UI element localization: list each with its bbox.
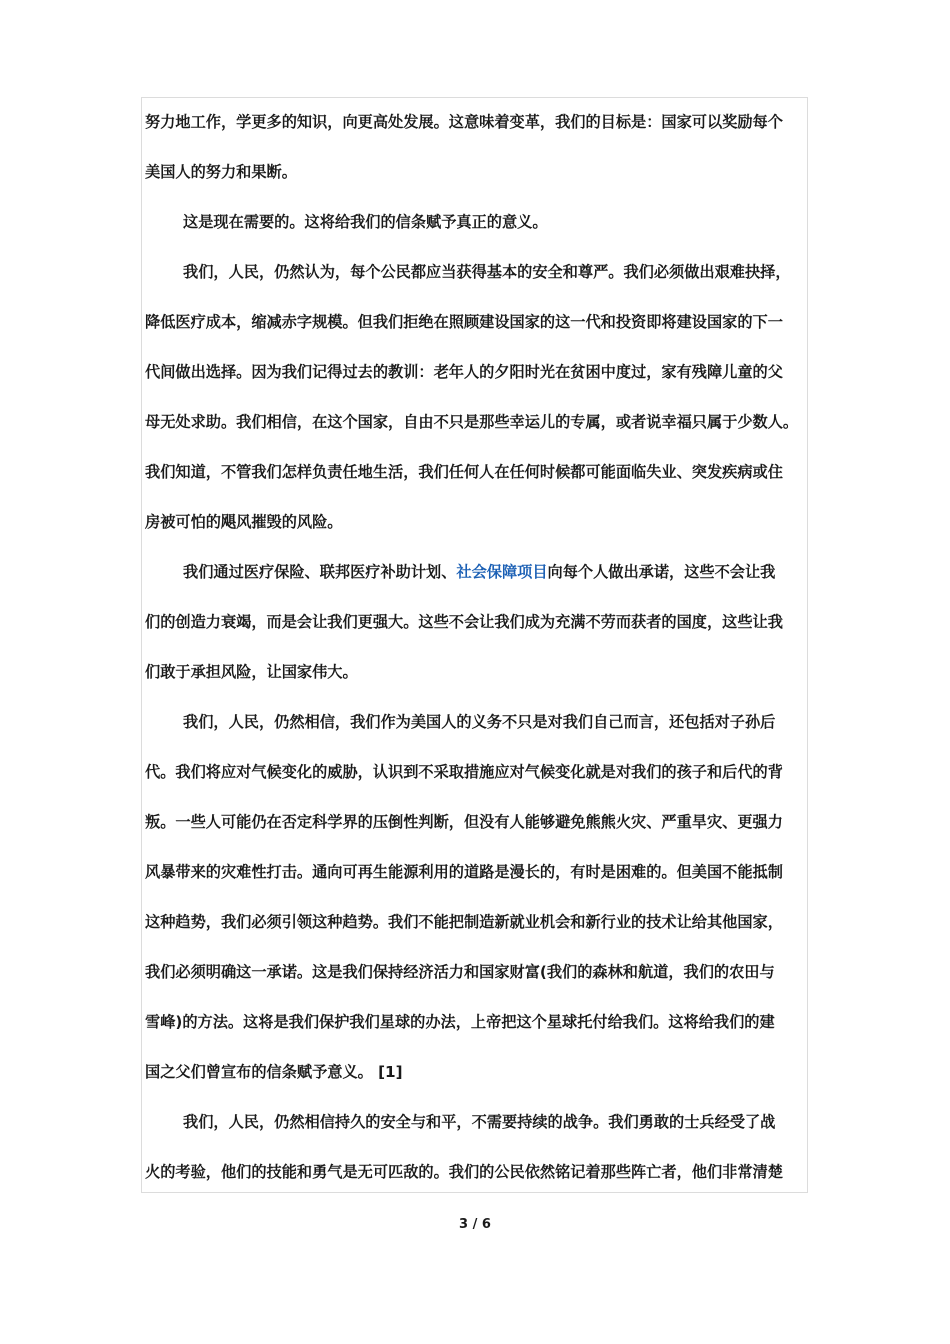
paragraph-start-line <box>183 560 775 584</box>
paragraph-start-line: 这是现在需要的。这将给我们的信条赋予真正的意义。 <box>183 213 548 231</box>
social-security-link[interactable]: 社会保障项目 <box>456 563 548 581</box>
text-line: 们敢于承担风险，让国家伟大。 <box>145 663 358 681</box>
text-line: 代间做出选择。因为我们记得过去的教训：老年人的夕阳时光在贫困中度过，家有残障儿童的父 <box>145 363 783 381</box>
text-line: 代。我们将应对气候变化的威胁，认识到不采取措施应对气候变化就是对我们的孩子和后代的背 <box>145 763 783 781</box>
text-line: 这种趋势，我们必须引领这种趋势。我们不能把制造新就业机会和新行业的技术让给其他国家， <box>145 913 783 931</box>
text-segment: 我们通过医疗保险、联邦医疗补助计划、 <box>183 563 457 581</box>
text-line: 我们知道，不管我们怎样负责任地生活，我们任何人在任何时候都可能面临失业、突发疾病或住 <box>145 463 783 481</box>
text-line: 叛。一些人可能仍在否定科学界的压倒性判断，但没有人能够避免熊熊火灾、严重旱灾、更强力 <box>145 813 783 831</box>
text-line: 我们必须明确这一承诺。这是我们保持经济活力和国家财富(我们的森林和航道，我们的农田与 <box>145 963 775 981</box>
text-line: 房被可怕的飓风摧毁的风险。 <box>145 513 343 531</box>
paragraph-start-line: 我们，人民，仍然相信，我们作为美国人的义务不只是对我们自己而言，还包括对子孙后 <box>183 713 776 731</box>
text-line: 美国人的努力和果断。 <box>145 163 297 181</box>
text-line: 国之父们曾宣布的信条赋予意义。 [1] <box>145 1063 403 1081</box>
page-number: 3 / 6 <box>459 1217 491 1232</box>
text-segment: 向每个人做出承诺，这些不会让我 <box>547 563 776 581</box>
text-line: 火的考验，他们的技能和勇气是无可匹敌的。我们的公民依然铭记着那些阵亡者，他们非常清楚 <box>145 1163 783 1181</box>
text-line: 母无处求助。我们相信，在这个国家，自由不只是那些幸运儿的专属，或者说幸福只属于少数人。 <box>145 413 799 431</box>
text-line: 努力地工作，学更多的知识，向更高处发展。这意味着变革，我们的目标是：国家可以奖励每个 <box>145 113 783 131</box>
text-line: 们的创造力衰竭，而是会让我们更强大。这些不会让我们成为充满不劳而获者的国度，这些让我 <box>145 613 783 631</box>
paragraph-start-line: 我们，人民，仍然相信持久的安全与和平，不需要持续的战争。我们勇敢的士兵经受了战 <box>183 1113 776 1131</box>
page-frame <box>141 97 808 1193</box>
paragraph-start-line: 我们，人民，仍然认为，每个公民都应当获得基本的安全和尊严。我们必须做出艰难抉择， <box>183 263 791 281</box>
text-line: 雪峰)的方法。这将是我们保护我们星球的办法，上帝把这个星球托付给我们。这将给我们的建 <box>145 1013 775 1031</box>
text-line: 风暴带来的灾难性打击。通向可再生能源利用的道路是漫长的，有时是困难的。但美国不能抵制 <box>145 863 783 881</box>
text-line: 降低医疗成本，缩减赤字规模。但我们拒绝在照顾建设国家的这一代和投资即将建设国家的下一 <box>145 313 783 331</box>
